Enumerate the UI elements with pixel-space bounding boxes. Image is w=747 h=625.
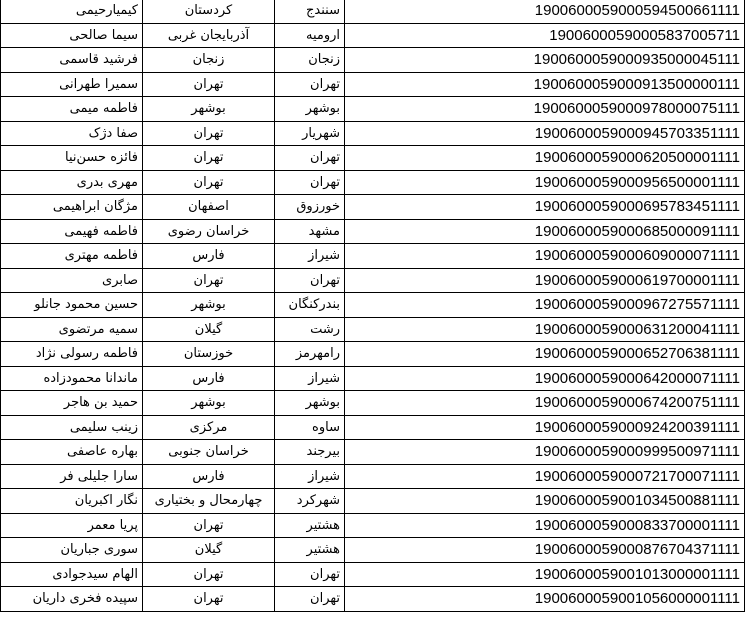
name-cell: بهاره عاصفی — [1, 440, 143, 465]
code-cell: 1900600059000913500000111 — [345, 72, 745, 97]
name-cell: سیما صالحی — [1, 23, 143, 48]
name-cell: صفا دژک — [1, 121, 143, 146]
city-cell: شهرکرد — [275, 489, 345, 514]
city-cell: هشتیر — [275, 513, 345, 538]
code-cell: 1900600059000619700001111 — [345, 268, 745, 293]
table-row — [1, 293, 745, 318]
province-cell: تهران — [143, 170, 275, 195]
code-cell: 1900600059000999500971111 — [345, 440, 745, 465]
name-cell: سارا جلیلی فر — [1, 464, 143, 489]
code-cell: 1900600059001056000001111 — [345, 587, 745, 612]
table-row — [1, 219, 745, 244]
province-cell: اصفهان — [143, 195, 275, 220]
code-cell: 1900600059000642000071111 — [345, 366, 745, 391]
code-cell: 1900600059001034500881111 — [345, 489, 745, 514]
code-cell: 1900600059000945703351111 — [345, 121, 745, 146]
table-row — [1, 513, 745, 538]
table-row — [1, 366, 745, 391]
code-cell: 19006000590005837005711 — [345, 23, 745, 48]
name-cell: سمیه مرتضوی — [1, 317, 143, 342]
province-cell: گیلان — [143, 538, 275, 563]
province-cell: تهران — [143, 513, 275, 538]
province-cell: فارس — [143, 464, 275, 489]
table-row — [1, 23, 745, 48]
name-cell: مهری بدری — [1, 170, 143, 195]
table-row — [1, 440, 745, 465]
city-cell: شیراز — [275, 244, 345, 269]
name-cell: سمیرا طهرانی — [1, 72, 143, 97]
name-cell: زینب سلیمی — [1, 415, 143, 440]
name-cell: حمید بن هاجر — [1, 391, 143, 416]
city-cell: زنجان — [275, 48, 345, 73]
province-cell: چهارمحال و بختیاری — [143, 489, 275, 514]
city-cell: مشهد — [275, 219, 345, 244]
province-cell: آذربایجان غربی — [143, 23, 275, 48]
table-row — [1, 121, 745, 146]
code-cell: 1900600059000924200391111 — [345, 415, 745, 440]
name-cell: فرشید قاسمی — [1, 48, 143, 73]
city-cell: ساوه — [275, 415, 345, 440]
province-cell: مرکزی — [143, 415, 275, 440]
table-row — [1, 170, 745, 195]
city-cell: رشت — [275, 317, 345, 342]
table-row — [1, 195, 745, 220]
code-cell: 1900600059000695783451111 — [345, 195, 745, 220]
table-row — [1, 97, 745, 122]
city-cell: بیرجند — [275, 440, 345, 465]
province-cell: بوشهر — [143, 293, 275, 318]
table-row — [1, 244, 745, 269]
province-cell: گیلان — [143, 317, 275, 342]
city-cell: تهران — [275, 562, 345, 587]
code-cell: 1900600059000967275571111 — [345, 293, 745, 318]
name-cell: فاطمه فهیمی — [1, 219, 143, 244]
table-row — [1, 72, 745, 97]
name-cell: مژگان ابراهیمی — [1, 195, 143, 220]
province-cell: خراسان جنوبی — [143, 440, 275, 465]
city-cell: تهران — [275, 170, 345, 195]
table-row — [1, 562, 745, 587]
code-cell: 1900600059000594500661111 — [345, 0, 745, 23]
code-cell: 1900600059000652706381111 — [345, 342, 745, 367]
province-cell: خوزستان — [143, 342, 275, 367]
province-cell: فارس — [143, 244, 275, 269]
city-cell: ارومیه — [275, 23, 345, 48]
table-row — [1, 146, 745, 171]
name-cell: کیمیارحیمی — [1, 0, 143, 23]
code-cell: 1900600059000956500001111 — [345, 170, 745, 195]
table-row — [1, 317, 745, 342]
table-row — [1, 268, 745, 293]
name-cell: پریا معمر — [1, 513, 143, 538]
city-cell: هشتیر — [275, 538, 345, 563]
table-row — [1, 48, 745, 73]
province-cell: تهران — [143, 146, 275, 171]
province-cell: تهران — [143, 268, 275, 293]
name-cell: الهام سیدجوادی — [1, 562, 143, 587]
table-row — [1, 342, 745, 367]
code-cell: 1900600059000631200041111 — [345, 317, 745, 342]
name-cell: فاطمه رسولی نژاد — [1, 342, 143, 367]
province-cell: بوشهر — [143, 391, 275, 416]
province-cell: تهران — [143, 72, 275, 97]
city-cell: تهران — [275, 268, 345, 293]
province-cell: زنجان — [143, 48, 275, 73]
table-body — [1, 0, 745, 611]
code-cell: 1900600059000721700071111 — [345, 464, 745, 489]
name-cell: حسین محمود جانلو — [1, 293, 143, 318]
province-cell: فارس — [143, 366, 275, 391]
name-cell: فاطمه میمی — [1, 97, 143, 122]
province-cell: تهران — [143, 562, 275, 587]
city-cell: خورزوق — [275, 195, 345, 220]
table-row — [1, 391, 745, 416]
city-cell: بندرکنگان — [275, 293, 345, 318]
code-cell: 1900600059000620500001111 — [345, 146, 745, 171]
city-cell: بوشهر — [275, 97, 345, 122]
province-cell: کردستان — [143, 0, 275, 23]
province-cell: تهران — [143, 121, 275, 146]
name-cell: فائزه حسن‌نیا — [1, 146, 143, 171]
province-cell: تهران — [143, 587, 275, 612]
name-cell: ماندانا محمودزاده — [1, 366, 143, 391]
city-cell: تهران — [275, 72, 345, 97]
name-cell: نگار اکبریان — [1, 489, 143, 514]
table-row — [1, 587, 745, 612]
name-cell: سپیده فخری داریان — [1, 587, 143, 612]
city-cell: تهران — [275, 146, 345, 171]
code-cell: 1900600059000833700001111 — [345, 513, 745, 538]
city-cell: شیراز — [275, 366, 345, 391]
code-cell: 1900600059000935000045111 — [345, 48, 745, 73]
city-cell: شهریار — [275, 121, 345, 146]
name-cell: صابری — [1, 268, 143, 293]
city-cell: رامهرمز — [275, 342, 345, 367]
code-cell: 1900600059001013000001111 — [345, 562, 745, 587]
code-cell: 1900600059000609000071111 — [345, 244, 745, 269]
city-cell: شیراز — [275, 464, 345, 489]
table-row — [1, 538, 745, 563]
name-cell: سوری جباریان — [1, 538, 143, 563]
table-row — [1, 0, 745, 23]
province-cell: بوشهر — [143, 97, 275, 122]
province-cell: خراسان رضوی — [143, 219, 275, 244]
table-row — [1, 415, 745, 440]
city-cell: بوشهر — [275, 391, 345, 416]
code-cell: 1900600059000674200751111 — [345, 391, 745, 416]
code-cell: 1900600059000685000091111 — [345, 219, 745, 244]
code-cell: 1900600059000978000075111 — [345, 97, 745, 122]
table-row — [1, 464, 745, 489]
code-cell: 1900600059000876704371111 — [345, 538, 745, 563]
city-cell: تهران — [275, 587, 345, 612]
name-cell: فاطمه مهتری — [1, 244, 143, 269]
table-row — [1, 489, 745, 514]
city-cell: سنندج — [275, 0, 345, 23]
